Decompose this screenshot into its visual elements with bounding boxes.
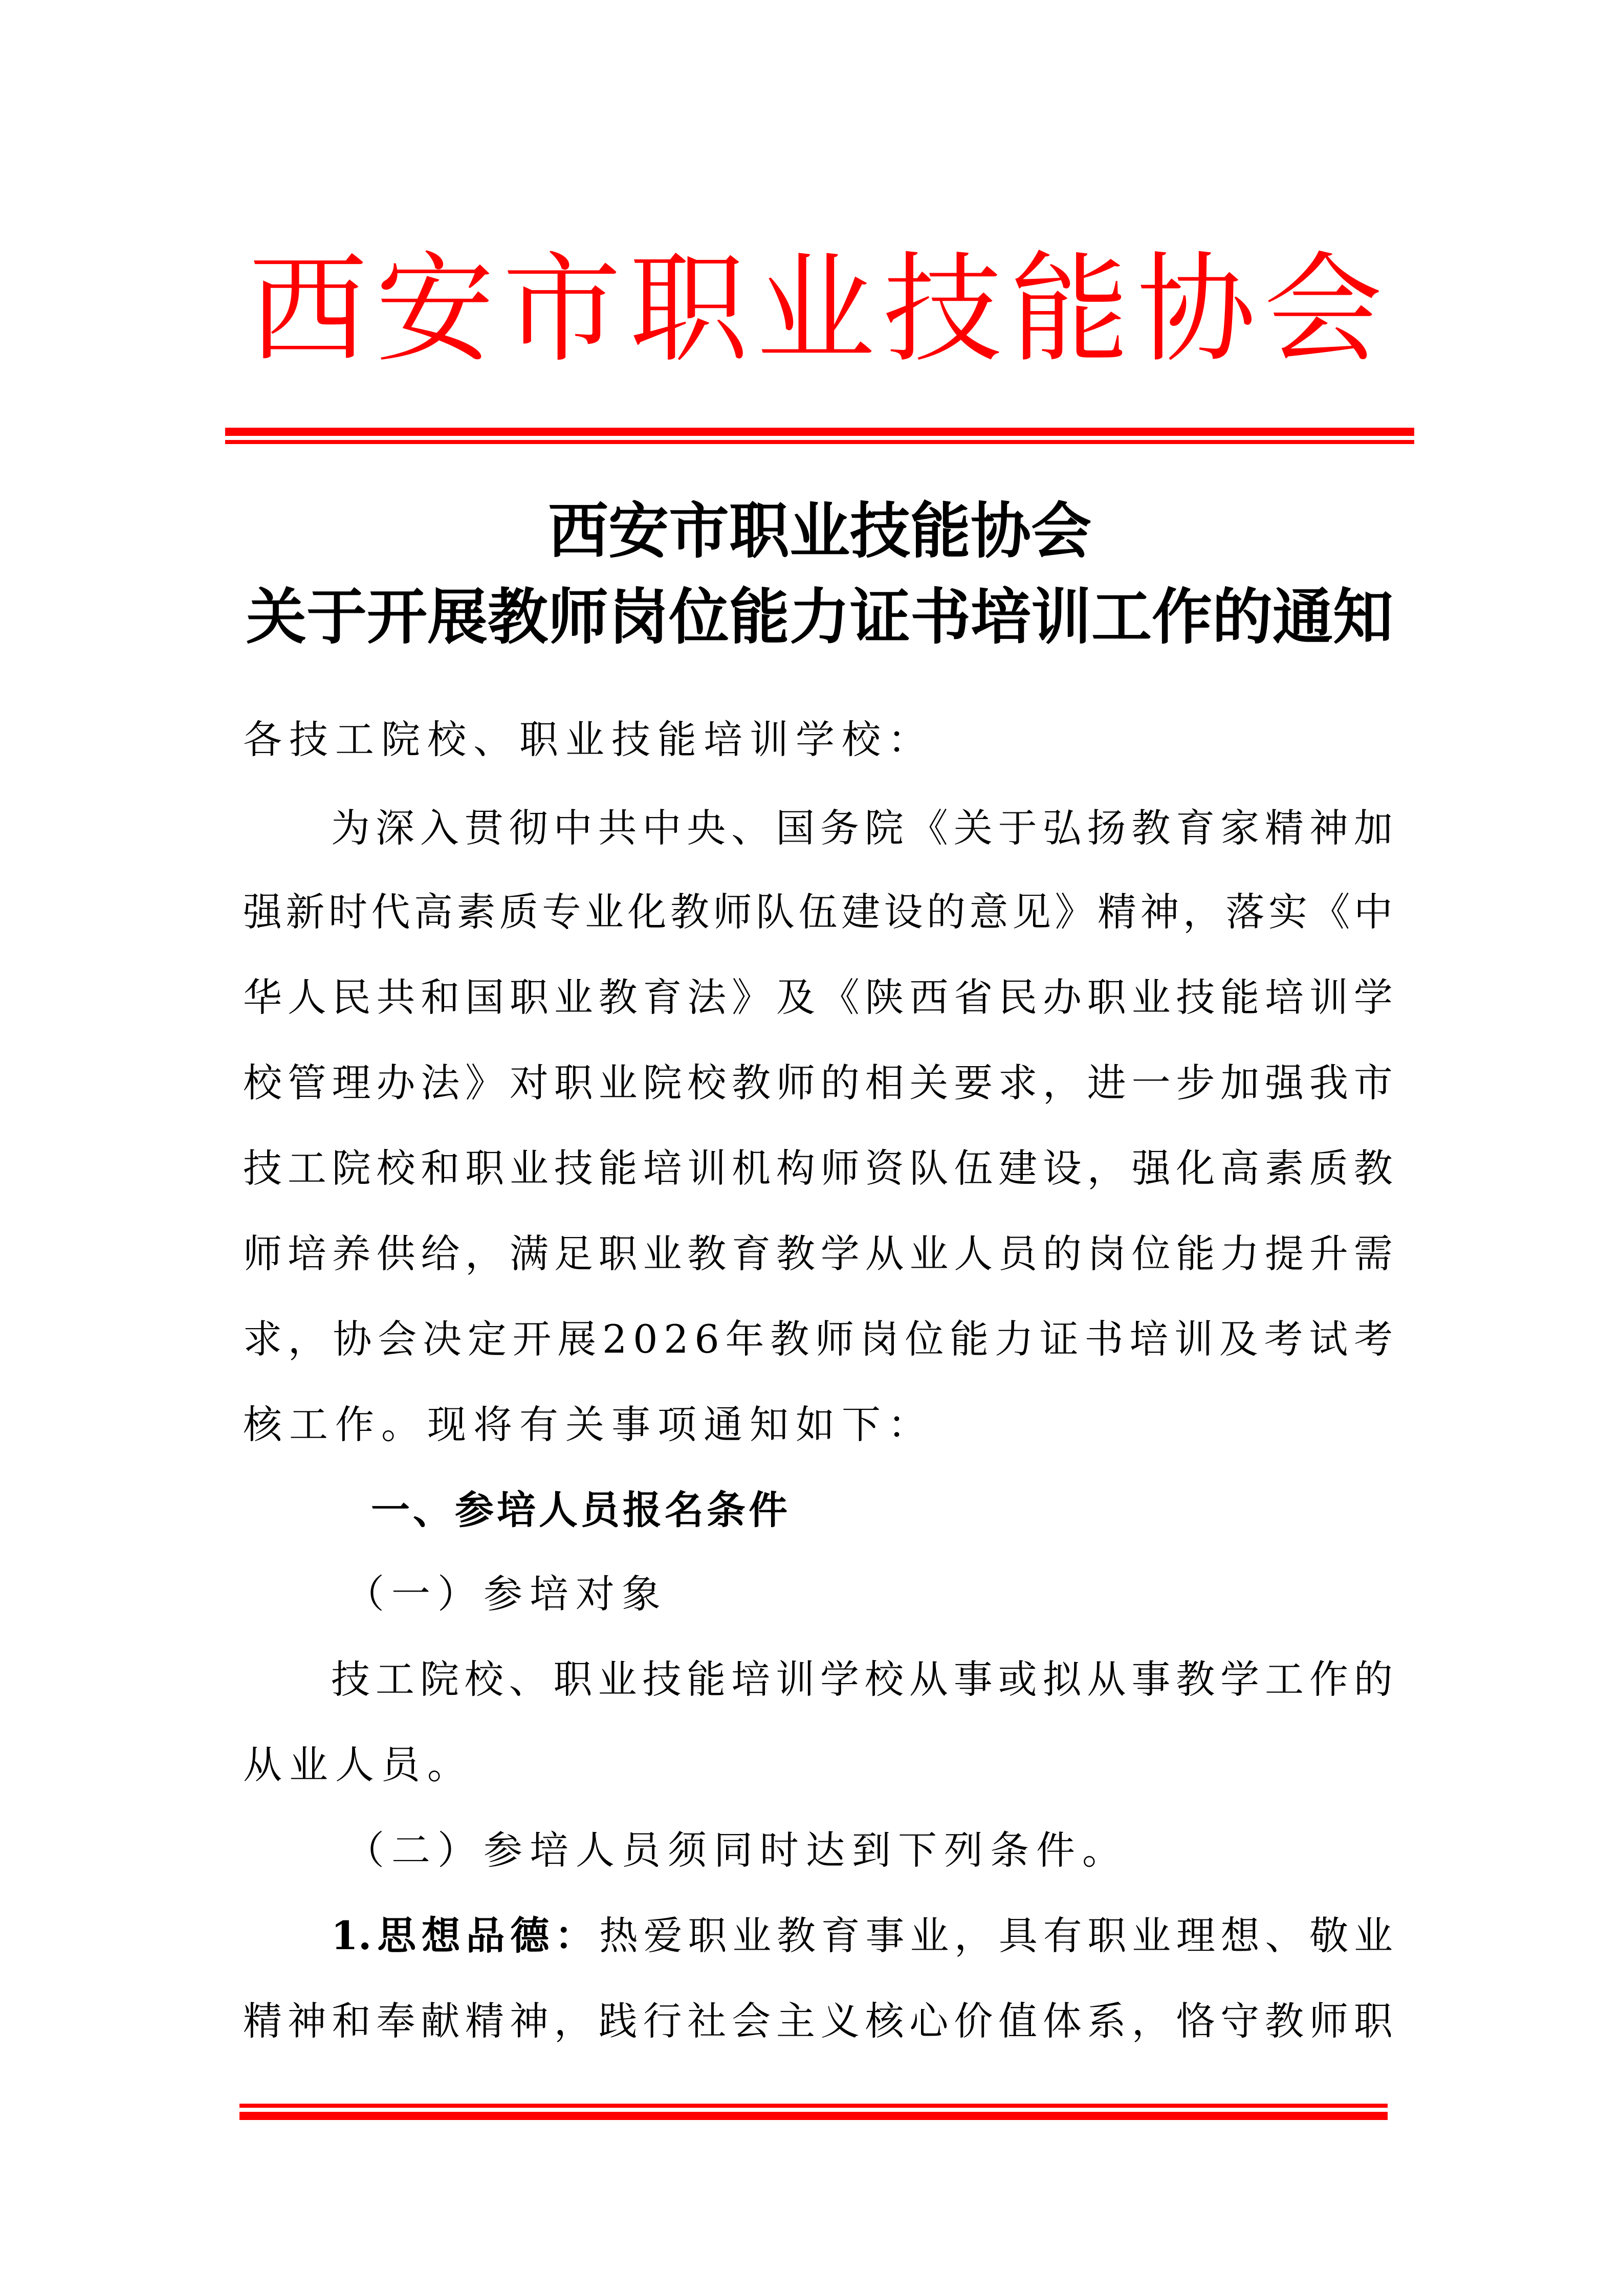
letterhead-org-name: 西安市职业技能协会 [248, 240, 1391, 379]
subsection-heading-2: （二）参培人员须同时达到下列条件。 [345, 1827, 1128, 1873]
intro-line-2: 强 新 时 代 高 素 质 专 业 化 教 师 队 伍 建 设 的 意 见 》 精 神 ， 落 实 《 中 [243, 889, 1393, 935]
intro-line-7: 求 ， 协 会 决 定 开 展 2 0 2 6 年 教 师 岗 位 能 力 证 书 培 训 及 考 试 考 [243, 1316, 1393, 1362]
intro-line-5: 技 工 院 校 和 职 业 技 能 培 训 机 构 师 资 队 伍 建 设 ， 强 化 高 素 质 教 [243, 1145, 1393, 1191]
intro-line-4: 校 管 理 办 法 》 对 职 业 院 校 教 师 的 相 关 要 求 ， 进 一 步 加 强 我 市 [243, 1060, 1393, 1106]
subsection-heading-1: （一）参培对象 [345, 1571, 668, 1617]
footer-rule-thin [239, 2104, 1388, 2108]
intro-line-6: 师 培 养 供 给 ， 满 足 职 业 教 育 教 学 从 业 人 员 的 岗 位 能 力 提 升 需 [243, 1231, 1393, 1276]
intro-line-1: 为 深 入 贯 彻 中 共 中 央 、 国 务 院 《 关 于 弘 扬 教 育 家 精 神 加 [331, 805, 1393, 851]
letterhead-rule-thin [225, 440, 1414, 444]
intro-line-3: 华 人 民 共 和 国 职 业 教 育 法 》 及 《 陕 西 省 民 办 职 业 技 能 培 训 学 [243, 975, 1393, 1020]
item1-line-2: 精 神 和 奉 献 精 神 ， 践 行 社 会 主 义 核 心 价 值 体 系 ， 恪 守 教 师 职 [243, 1998, 1393, 2044]
section-heading-1: 一、参培人员报名条件 [371, 1487, 791, 1533]
document-title-line2: 关于开展教师岗位能力证书培训工作的通知 [246, 581, 1393, 652]
sub1-line-2: 从业人员。 [243, 1742, 473, 1787]
footer-rule-thick [239, 2112, 1388, 2120]
sub1-line-1: 技 工 院 校 、 职 业 技 能 培 训 学 校 从 事 或 拟 从 事 教 学 工 作 的 [331, 1657, 1393, 1702]
intro-line-8: 核工作。现将有关事项通知如下： [243, 1402, 934, 1447]
item1-line-1 [243, 1905, 1393, 1967]
item1-text: 热爱职业教育事业，具有职业理想、敬业 [599, 1913, 1393, 1958]
item1-lead: 1.思想品德： [331, 1913, 599, 1958]
document-title-line1: 西安市职业技能协会 [547, 495, 1091, 566]
salutation: 各技工院校、职业技能培训学校： [243, 717, 934, 762]
letterhead-rule-thick [225, 428, 1414, 436]
